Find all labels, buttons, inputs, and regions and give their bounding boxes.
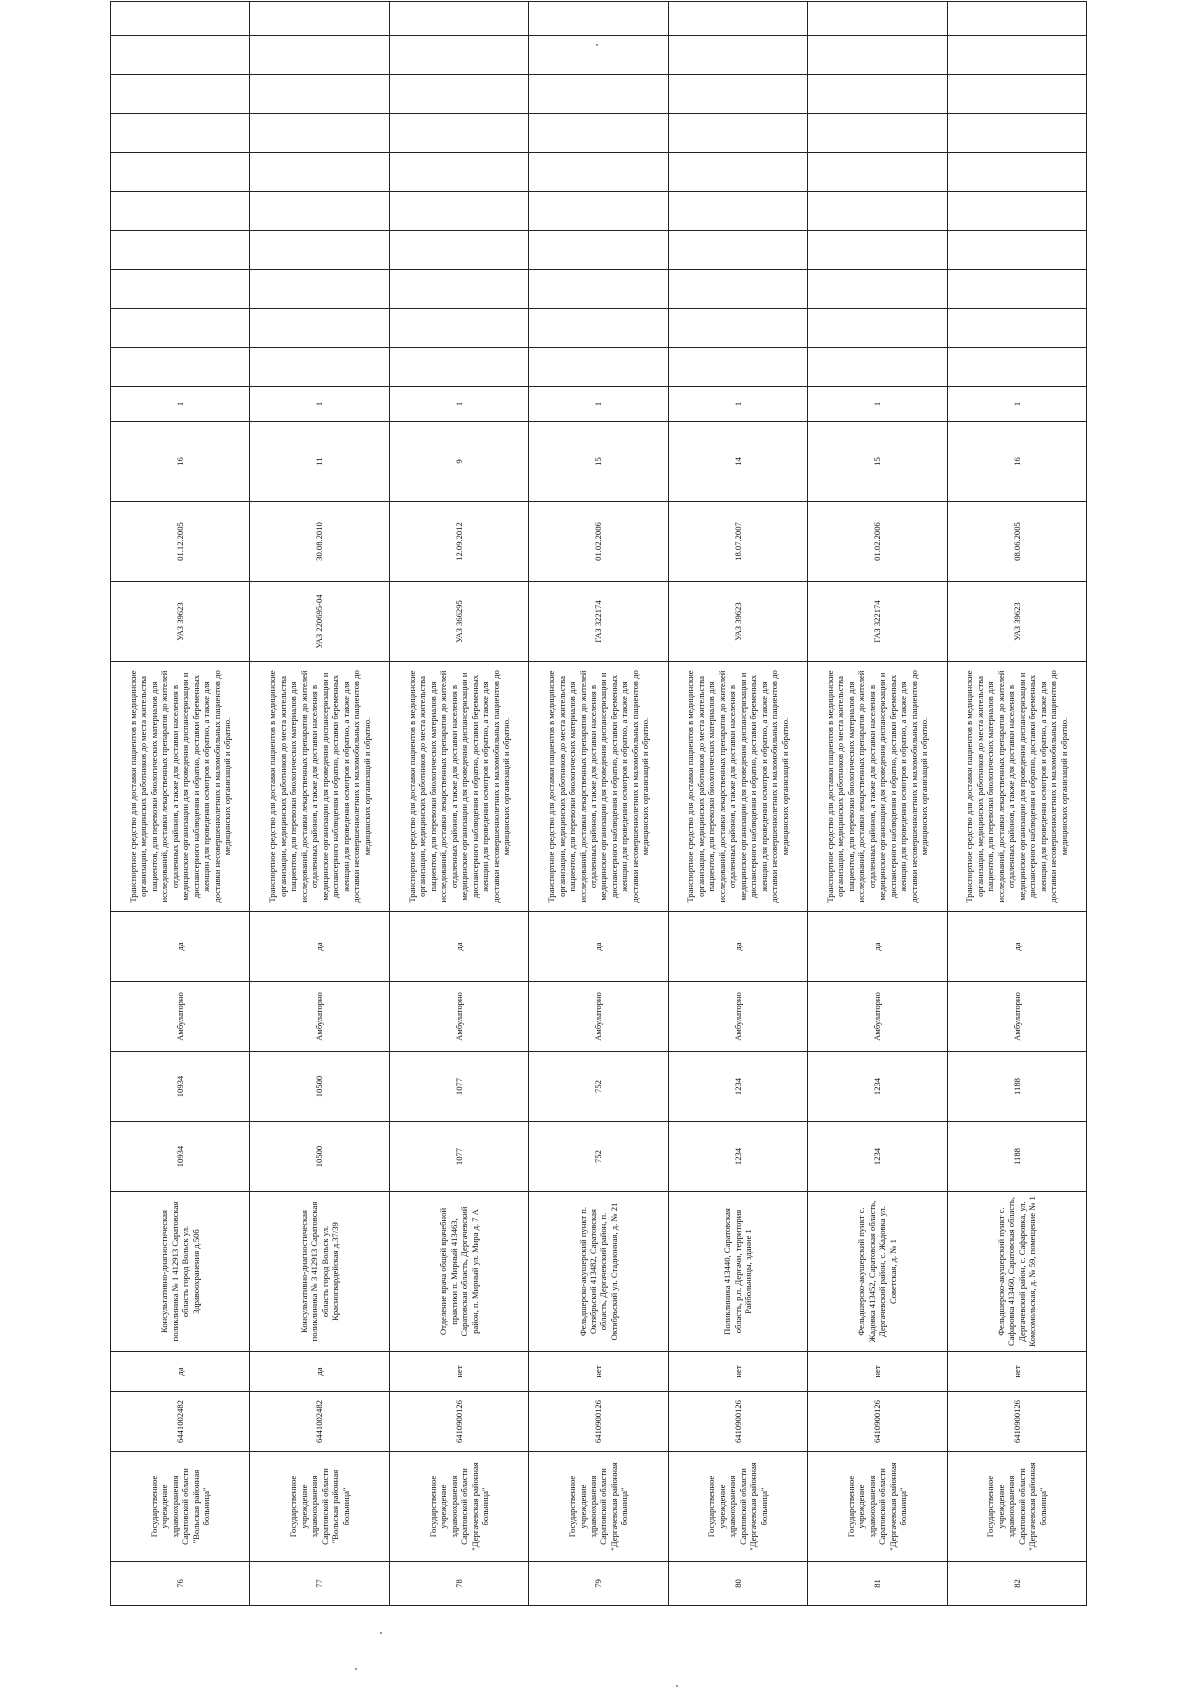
empty-cell	[111, 192, 250, 231]
empty-cell	[947, 192, 1086, 231]
row-number: 81	[808, 1562, 947, 1606]
empty-cell	[250, 36, 389, 75]
row-number: 79	[529, 1562, 668, 1606]
care-type: Амбулаторно	[529, 982, 668, 1052]
table-row	[389, 2, 528, 1606]
empty-cell	[111, 2, 250, 36]
empty-cell	[808, 114, 947, 153]
registration-date: 01.12.2005	[111, 502, 250, 582]
branch-flag: нет	[389, 1352, 528, 1392]
vehicle-purpose: Транспортное средство для доставки пациентов в медицинские организации, медицинских работников до места жительства пациентов, для перевозки биологических материалов для исследований, доставки лекарственных препаратов до жителей отдаленных районов, а также для доставки населения в медицинские организации для проведения диспансеризации и диспансерного наблюдения и обратно, доставки беременных женщин для проведения осмотров и обратно, а также для доставки несовершеннолетних и маломобильных пациентов до медицинских организаций и обратно.	[111, 662, 250, 912]
care-type: Амбулаторно	[111, 982, 250, 1052]
empty-cell	[389, 309, 528, 348]
vehicle-purpose: Транспортное средство для доставки пациентов в медицинские организации, медицинских работников до места жительства пациентов, для перевозки биологических материалов для исследований, доставки лекарственных препаратов до жителей отдаленных районов, а также для доставки населения в медицинские организации для проведения диспансеризации и диспансерного наблюдения и обратно, доставки беременных женщин для проведения осмотров и обратно, а также для доставки несовершеннолетних и маломобильных пациентов до медицинских организаций и обратно.	[250, 662, 389, 912]
subdivision-address: Фельдшерско-акушерский пункт с. Сафаровка 413460, Саратовская область, Дергачевский район, с. Сафаровка, ул. Комсомольская, д. № 59, помещение № 1	[947, 1192, 1086, 1352]
inn-code: 6410900126	[947, 1392, 1086, 1452]
organization-name: Государственное учреждение здравоохранения Саратовской области "Дергачевская районная больница"	[529, 1452, 668, 1562]
inn-code: 6441002482	[111, 1392, 250, 1452]
vehicle-model: ГАЗ 322174	[808, 582, 947, 662]
care-type: Амбулаторно	[947, 982, 1086, 1052]
vehicle-quantity: 1	[250, 387, 389, 422]
empty-cell	[947, 270, 1086, 309]
rotated-table-wrapper	[110, 62, 1087, 1606]
table-row	[668, 2, 807, 1606]
empty-cell	[250, 153, 389, 192]
empty-cell	[389, 270, 528, 309]
registration-date: 18.07.2007	[668, 502, 807, 582]
registration-date: 01.02.2006	[808, 502, 947, 582]
subdivision-address: Отделение врача общей врачебной практики п. Мирный 413463, Саратовская область, Дергачевский район, п. Мирный ул. Мира д. 7 А	[389, 1192, 528, 1352]
empty-cell	[529, 36, 668, 75]
need-confirmed: да	[808, 912, 947, 982]
table-row	[529, 2, 668, 1606]
empty-cell	[389, 231, 528, 270]
row-number: 76	[111, 1562, 250, 1606]
table-row	[808, 2, 947, 1606]
attached-population: 1234	[808, 1122, 947, 1192]
empty-cell	[668, 192, 807, 231]
attached-population: 1077	[389, 1122, 528, 1192]
empty-cell	[250, 75, 389, 114]
empty-cell	[947, 75, 1086, 114]
empty-cell	[668, 114, 807, 153]
branch-flag: да	[250, 1352, 389, 1392]
empty-cell	[111, 36, 250, 75]
empty-cell	[529, 114, 668, 153]
empty-cell	[947, 231, 1086, 270]
branch-flag: да	[111, 1352, 250, 1392]
attached-population: 10934	[111, 1122, 250, 1192]
empty-cell	[389, 192, 528, 231]
row-number: 78	[389, 1562, 528, 1606]
inn-code: 6410900126	[668, 1392, 807, 1452]
empty-cell	[111, 75, 250, 114]
served-population: 1077	[389, 1052, 528, 1122]
empty-cell	[947, 153, 1086, 192]
organization-name: Государственное учреждение здравоохранения Саратовской области "Дергачевская районная больница"	[389, 1452, 528, 1562]
empty-cell	[808, 192, 947, 231]
served-population: 1188	[947, 1052, 1086, 1122]
vehicle-model: УАЗ 39623	[111, 582, 250, 662]
registration-date: 12.09.2012	[389, 502, 528, 582]
branch-flag: нет	[529, 1352, 668, 1392]
empty-cell	[808, 153, 947, 192]
vehicle-model: УАЗ 39623	[947, 582, 1086, 662]
empty-cell	[250, 231, 389, 270]
care-type: Амбулаторно	[808, 982, 947, 1052]
vehicle-quantity: 1	[808, 387, 947, 422]
need-confirmed: да	[389, 912, 528, 982]
vehicle-quantity: 1	[668, 387, 807, 422]
service-years: 9	[389, 422, 528, 502]
empty-cell	[529, 270, 668, 309]
empty-cell	[389, 153, 528, 192]
empty-cell	[529, 75, 668, 114]
attached-population: 752	[529, 1122, 668, 1192]
row-number: 82	[947, 1562, 1086, 1606]
organization-name: Государственное учреждение здравоохранения Саратовской области "Вольская районная больница"	[250, 1452, 389, 1562]
served-population: 10934	[111, 1052, 250, 1122]
service-years: 11	[250, 422, 389, 502]
subdivision-address: Консультативно-диагностическая поликлиника № 1 412913 Саратовская область город Вольск ул. Здравоохранения д.50б	[111, 1192, 250, 1352]
vehicle-model: УАЗ 366295	[389, 582, 528, 662]
empty-cell	[250, 348, 389, 387]
vehicle-model: УАЗ 39623	[668, 582, 807, 662]
service-years: 16	[111, 422, 250, 502]
empty-cell	[389, 348, 528, 387]
vehicle-quantity: 1	[529, 387, 668, 422]
empty-cell	[947, 309, 1086, 348]
inn-code: 6410900126	[808, 1392, 947, 1452]
service-years: 15	[808, 422, 947, 502]
empty-cell	[808, 2, 947, 36]
need-confirmed: да	[947, 912, 1086, 982]
table-row	[250, 2, 389, 1606]
subdivision-address: Поликлиника 413440, Саратовская область, р.п. Дергачи, территория Райбольницы, здание 1	[668, 1192, 807, 1352]
served-population: 1234	[808, 1052, 947, 1122]
empty-cell	[111, 348, 250, 387]
empty-cell	[808, 270, 947, 309]
empty-cell	[250, 2, 389, 36]
empty-cell	[111, 270, 250, 309]
served-population: 1234	[668, 1052, 807, 1122]
attached-population: 1234	[668, 1122, 807, 1192]
scan-speck	[355, 1668, 357, 1670]
empty-cell	[808, 231, 947, 270]
empty-cell	[668, 2, 807, 36]
vehicle-purpose: Транспортное средство для доставки пациентов в медицинские организации, медицинских работников до места жительства пациентов, для перевозки биологических материалов для исследований, доставки лекарственных препаратов до жителей отдаленных районов, а также для доставки населения в медицинские организации для проведения диспансеризации и диспансерного наблюдения и обратно, доставки беременных женщин для проведения осмотров и обратно, а также для доставки несовершеннолетних и маломобильных пациентов до медицинских организаций и обратно.	[947, 662, 1086, 912]
vehicle-purpose: Транспортное средство для доставки пациентов в медицинские организации, медицинских работников до места жительства пациентов, для перевозки биологических материалов для исследований, доставки лекарственных препаратов до жителей отдаленных районов, а также для доставки населения в медицинские организации для проведения диспансеризации и диспансерного наблюдения и обратно, доставки беременных женщин для проведения осмотров и обратно, а также для доставки несовершеннолетних и маломобильных пациентов до медицинских организаций и обратно.	[668, 662, 807, 912]
subdivision-address: Фельдшерско-акушерский пункт п. Октябрьский 413482, Саратовская область, Дергачевский район, п. Октябрьский ул. Стадионная, д. № 21	[529, 1192, 668, 1352]
empty-cell	[389, 2, 528, 36]
attached-population: 1188	[947, 1122, 1086, 1192]
table-row	[111, 2, 250, 1606]
vehicle-purpose: Транспортное средство для доставки пациентов в медицинские организации, медицинских работников до места жительства пациентов, для перевозки биологических материалов для исследований, доставки лекарственных препаратов до жителей отдаленных районов, а также для доставки населения в медицинские организации для проведения диспансеризации и диспансерного наблюдения и обратно, доставки беременных женщин для проведения осмотров и обратно, а также для доставки несовершеннолетних и маломобильных пациентов до медицинских организаций и обратно.	[389, 662, 528, 912]
empty-cell	[250, 114, 389, 153]
care-type: Амбулаторно	[668, 982, 807, 1052]
empty-cell	[947, 36, 1086, 75]
empty-cell	[668, 270, 807, 309]
inn-code: 6410900126	[389, 1392, 528, 1452]
vehicle-model: ГАЗ 322174	[529, 582, 668, 662]
row-number: 80	[668, 1562, 807, 1606]
empty-cell	[529, 348, 668, 387]
registration-date: 01.02.2006	[529, 502, 668, 582]
empty-cell	[111, 153, 250, 192]
organization-name: Государственное учреждение здравоохранения Саратовской области "Вольская районная больница"	[111, 1452, 250, 1562]
care-type: Амбулаторно	[250, 982, 389, 1052]
empty-cell	[111, 114, 250, 153]
organization-name: Государственное учреждение здравоохранения Саратовской области "Дергачевская районная больница"	[808, 1452, 947, 1562]
empty-cell	[250, 270, 389, 309]
vehicle-register-table	[110, 1, 1087, 1606]
vehicle-quantity: 1	[389, 387, 528, 422]
served-population: 752	[529, 1052, 668, 1122]
empty-cell	[668, 36, 807, 75]
registration-date: 30.08.2010	[250, 502, 389, 582]
subdivision-address: Консультативно-диагностическая поликлиника № 3 412913 Саратовская область город Вольск ул. Красногвардейская д.37/39	[250, 1192, 389, 1352]
empty-cell	[668, 348, 807, 387]
row-number: 77	[250, 1562, 389, 1606]
empty-cell	[529, 309, 668, 348]
vehicle-quantity: 1	[947, 387, 1086, 422]
empty-cell	[111, 231, 250, 270]
empty-cell	[529, 192, 668, 231]
need-confirmed: да	[668, 912, 807, 982]
empty-cell	[250, 192, 389, 231]
need-confirmed: да	[250, 912, 389, 982]
inn-code: 6441002482	[250, 1392, 389, 1452]
branch-flag: нет	[808, 1352, 947, 1392]
registration-date: 08.06.2005	[947, 502, 1086, 582]
empty-cell	[668, 153, 807, 192]
scan-speck	[380, 1632, 382, 1634]
empty-cell	[389, 114, 528, 153]
need-confirmed: да	[111, 912, 250, 982]
scan-speck	[676, 1685, 678, 1687]
scan-speck	[596, 44, 598, 46]
empty-cell	[808, 36, 947, 75]
service-years: 14	[668, 422, 807, 502]
vehicle-model: УАЗ 220695-04	[250, 582, 389, 662]
empty-cell	[808, 75, 947, 114]
empty-cell	[947, 2, 1086, 36]
empty-cell	[947, 348, 1086, 387]
empty-cell	[111, 309, 250, 348]
empty-cell	[808, 309, 947, 348]
empty-cell	[529, 153, 668, 192]
empty-cell	[668, 231, 807, 270]
branch-flag: нет	[947, 1352, 1086, 1392]
service-years: 15	[529, 422, 668, 502]
branch-flag: нет	[668, 1352, 807, 1392]
empty-cell	[808, 348, 947, 387]
empty-cell	[389, 36, 528, 75]
vehicle-purpose: Транспортное средство для доставки пациентов в медицинские организации, медицинских работников до места жительства пациентов, для перевозки биологических материалов для исследований, доставки лекарственных препаратов до жителей отдаленных районов, а также для доставки населения в медицинские организации для проведения диспансеризации и диспансерного наблюдения и обратно, доставки беременных женщин для проведения осмотров и обратно, а также для доставки несовершеннолетних и маломобильных пациентов до медицинских организаций и обратно.	[529, 662, 668, 912]
table-row	[947, 2, 1086, 1606]
service-years: 16	[947, 422, 1086, 502]
inn-code: 6410900126	[529, 1392, 668, 1452]
attached-population: 10500	[250, 1122, 389, 1192]
need-confirmed: да	[529, 912, 668, 982]
empty-cell	[389, 75, 528, 114]
care-type: Амбулаторно	[389, 982, 528, 1052]
empty-cell	[529, 2, 668, 36]
served-population: 10500	[250, 1052, 389, 1122]
empty-cell	[529, 231, 668, 270]
organization-name: Государственное учреждение здравоохранения Саратовской области "Дергачевская районная больница"	[668, 1452, 807, 1562]
empty-cell	[250, 309, 389, 348]
subdivision-address: Фельдшерско-акушерский пункт с. Жадовка 413452, Саратовская область, Дергачевский район, с. Жадовка ул. Советская, д. № 1	[808, 1192, 947, 1352]
empty-cell	[668, 75, 807, 114]
empty-cell	[668, 309, 807, 348]
empty-cell	[947, 114, 1086, 153]
vehicle-purpose: Транспортное средство для доставки пациентов в медицинские организации, медицинских работников до места жительства пациентов, для перевозки биологических материалов для исследований, доставки лекарственных препаратов до жителей отдаленных районов, а также для доставки населения в медицинские организации для проведения диспансеризации и диспансерного наблюдения и обратно, доставки беременных женщин для проведения осмотров и обратно, а также для доставки несовершеннолетних и маломобильных пациентов до медицинских организаций и обратно.	[808, 662, 947, 912]
organization-name: Государственное учреждение здравоохранения Саратовской области "Дергачевская районная больница"	[947, 1452, 1086, 1562]
vehicle-quantity: 1	[111, 387, 250, 422]
